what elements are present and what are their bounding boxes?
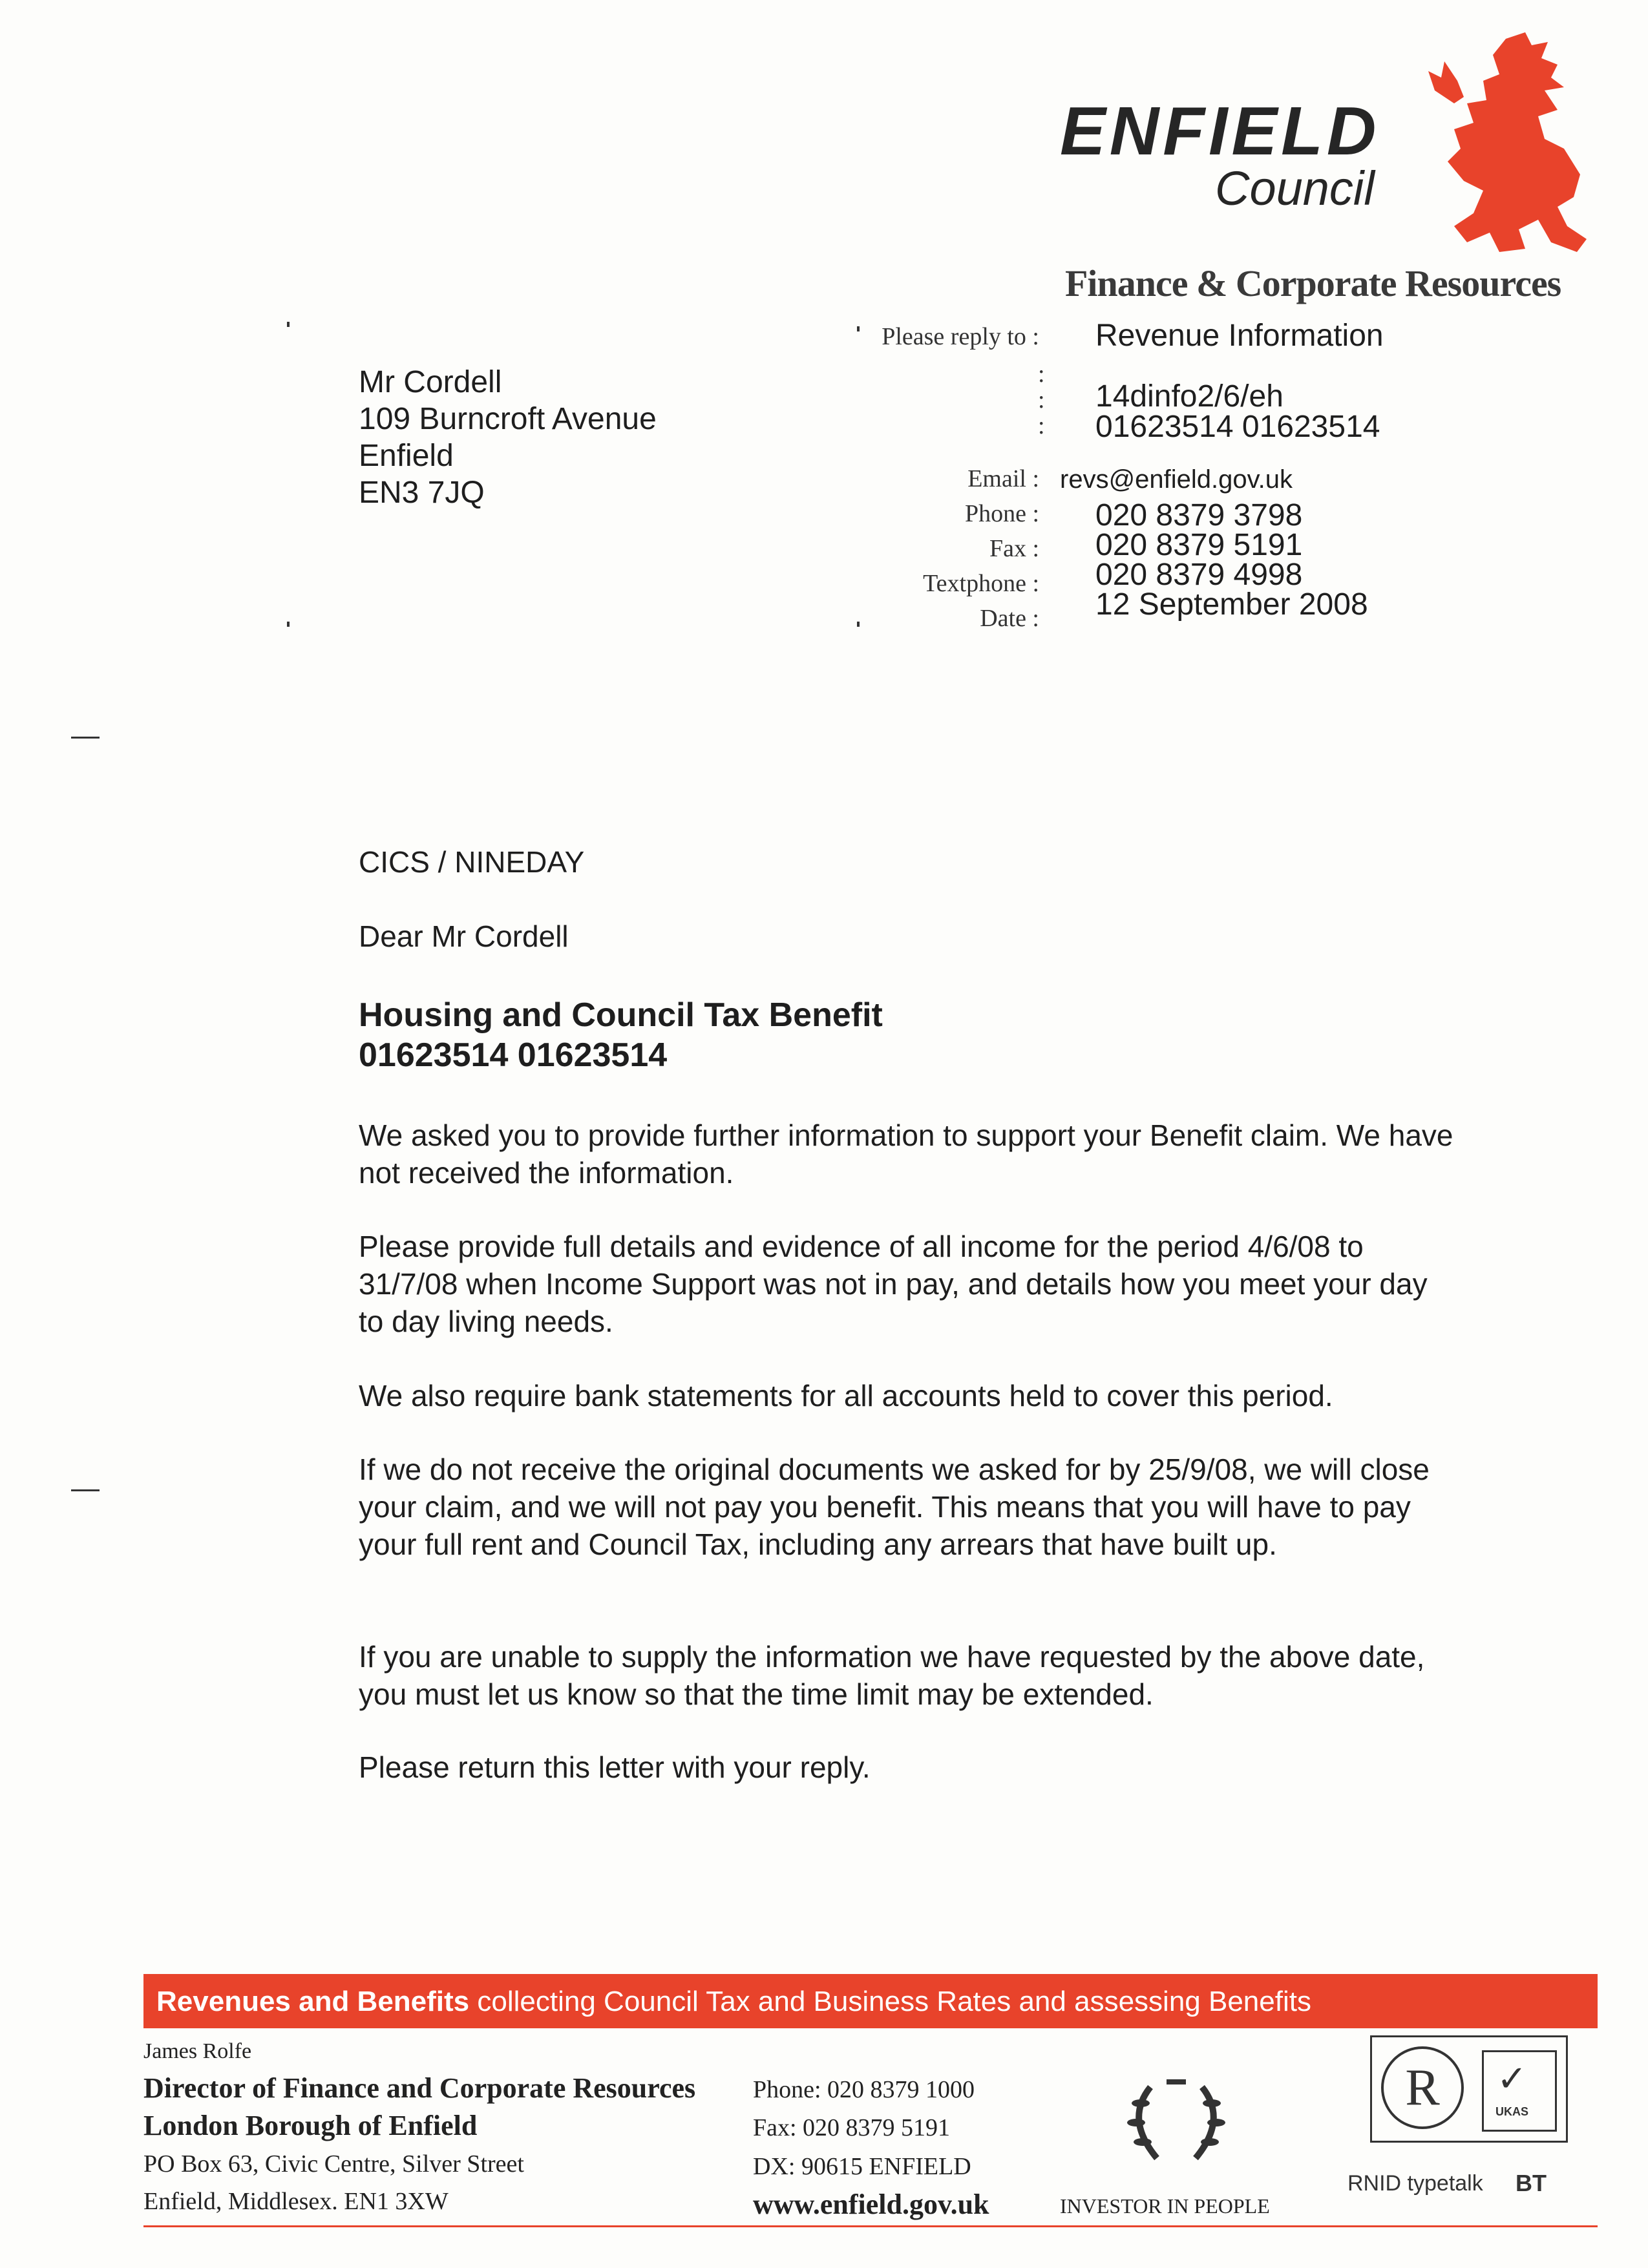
textphone-label: Textphone :: [923, 570, 1039, 597]
typetalk-logo: RNID typetalk: [1347, 2171, 1483, 2196]
reply-to-value: Revenue Information: [1095, 319, 1384, 353]
recipient-town: Enfield: [359, 439, 454, 473]
footer-dx: DX: 90615 ENFIELD: [753, 2153, 971, 2180]
recipient-name: Mr Cordell: [359, 365, 502, 399]
subject-reference: 01623514 01623514: [359, 1036, 668, 1074]
laurel-wreath-icon: [1112, 2061, 1241, 2178]
ukas-icon: [1482, 2050, 1557, 2132]
fold-mark: [71, 1489, 100, 1491]
footer-banner: [143, 1974, 1598, 2028]
phone-value: 020 8379 3798: [1095, 498, 1303, 532]
council-logo-subtext: Council: [1215, 162, 1375, 215]
phone-label: Phone :: [964, 500, 1039, 527]
salutation: Dear Mr Cordell: [359, 919, 569, 953]
ukas-label: UKAS: [1495, 2105, 1529, 2118]
footer-address-town: Enfield, Middlesex. EN1 3XW: [143, 2188, 449, 2215]
footer-phone: Phone: 020 8379 1000: [753, 2076, 975, 2103]
council-logo-text: ENFIELD: [1060, 93, 1380, 169]
signatory-title: Director of Finance and Corporate Resources: [143, 2072, 696, 2104]
fold-mark: [71, 737, 100, 739]
footer-banner-title: Revenues and Benefits: [156, 1986, 470, 2017]
window-corner-mark: [287, 322, 290, 327]
crown-check-icon: ✓: [1497, 2058, 1527, 2099]
lion-rampant-icon: [1428, 26, 1596, 258]
reference-code: CICS / NINEDAY: [359, 845, 585, 879]
colon-divider: :: [1038, 361, 1045, 388]
fax-value: 020 8379 5191: [1095, 528, 1303, 562]
reference-value: 14dinfo2/6/eh: [1095, 379, 1284, 414]
account-value: 01623514 01623514: [1095, 410, 1380, 444]
window-corner-mark: [287, 622, 290, 627]
window-corner-mark: [857, 622, 860, 627]
colon-divider: :: [1038, 386, 1045, 414]
email-label: Email :: [967, 465, 1039, 492]
email-value: revs@enfield.gov.uk: [1060, 465, 1293, 494]
subject-heading: [359, 995, 883, 1075]
signatory-name: James Rolfe: [143, 2039, 252, 2063]
body-paragraph: If you are unable to supply the information we have requested by the above date, you must let us know so that the time limit may be extended.: [359, 1640, 1425, 1711]
quality-assurance-icon: R: [1381, 2046, 1464, 2129]
organisation-name: London Borough of Enfield: [143, 2110, 478, 2141]
date-label: Date :: [980, 605, 1039, 632]
footer-fax: Fax: 020 8379 5191: [753, 2114, 951, 2141]
subject-title: Housing and Council Tax Benefit: [359, 996, 883, 1034]
footer-address-line: PO Box 63, Civic Centre, Silver Street: [143, 2150, 524, 2178]
certification-box: [1370, 2035, 1568, 2143]
colon-divider: :: [1038, 412, 1045, 439]
textphone-value: 020 8379 4998: [1095, 558, 1303, 592]
reply-to-label: Please reply to :: [882, 323, 1039, 350]
footer-banner-tagline: collecting Council Tax and Business Rates and assessing Benefits: [469, 1986, 1311, 2017]
body-paragraph: Please provide full details and evidence of all income for the period 4/6/08 to 31/7/08 when Income Support was not in pay, and details how you meet your day to day living needs.: [359, 1230, 1428, 1338]
body-paragraph: We asked you to provide further information to support your Benefit claim. We have not received the information.: [359, 1118, 1453, 1190]
recipient-postcode: EN3 7JQ: [359, 476, 485, 510]
date-value: 12 September 2008: [1095, 587, 1368, 622]
fax-label: Fax :: [989, 535, 1039, 562]
footer-rule: [143, 2225, 1598, 2227]
bt-logo: BT: [1516, 2170, 1547, 2196]
recipient-address-line: 109 Burncroft Avenue: [359, 402, 657, 436]
window-corner-mark: [857, 326, 860, 331]
body-paragraph: We also require bank statements for all accounts held to cover this period.: [359, 1379, 1333, 1412]
body-paragraph: If we do not receive the original documents we asked for by 25/9/08, we will close your claim, and we will not pay you benefit. This means that you will have to pay your full rent and Council Tax, including any arrears that have built up.: [359, 1453, 1430, 1561]
department-name: Finance & Corporate Resources: [1065, 262, 1561, 304]
body-paragraph: Please return this letter with your reply.: [359, 1750, 871, 1784]
footer-website-link[interactable]: www.enfield.gov.uk: [753, 2189, 989, 2220]
investor-in-people-label: INVESTOR IN PEOPLE: [1060, 2194, 1270, 2218]
